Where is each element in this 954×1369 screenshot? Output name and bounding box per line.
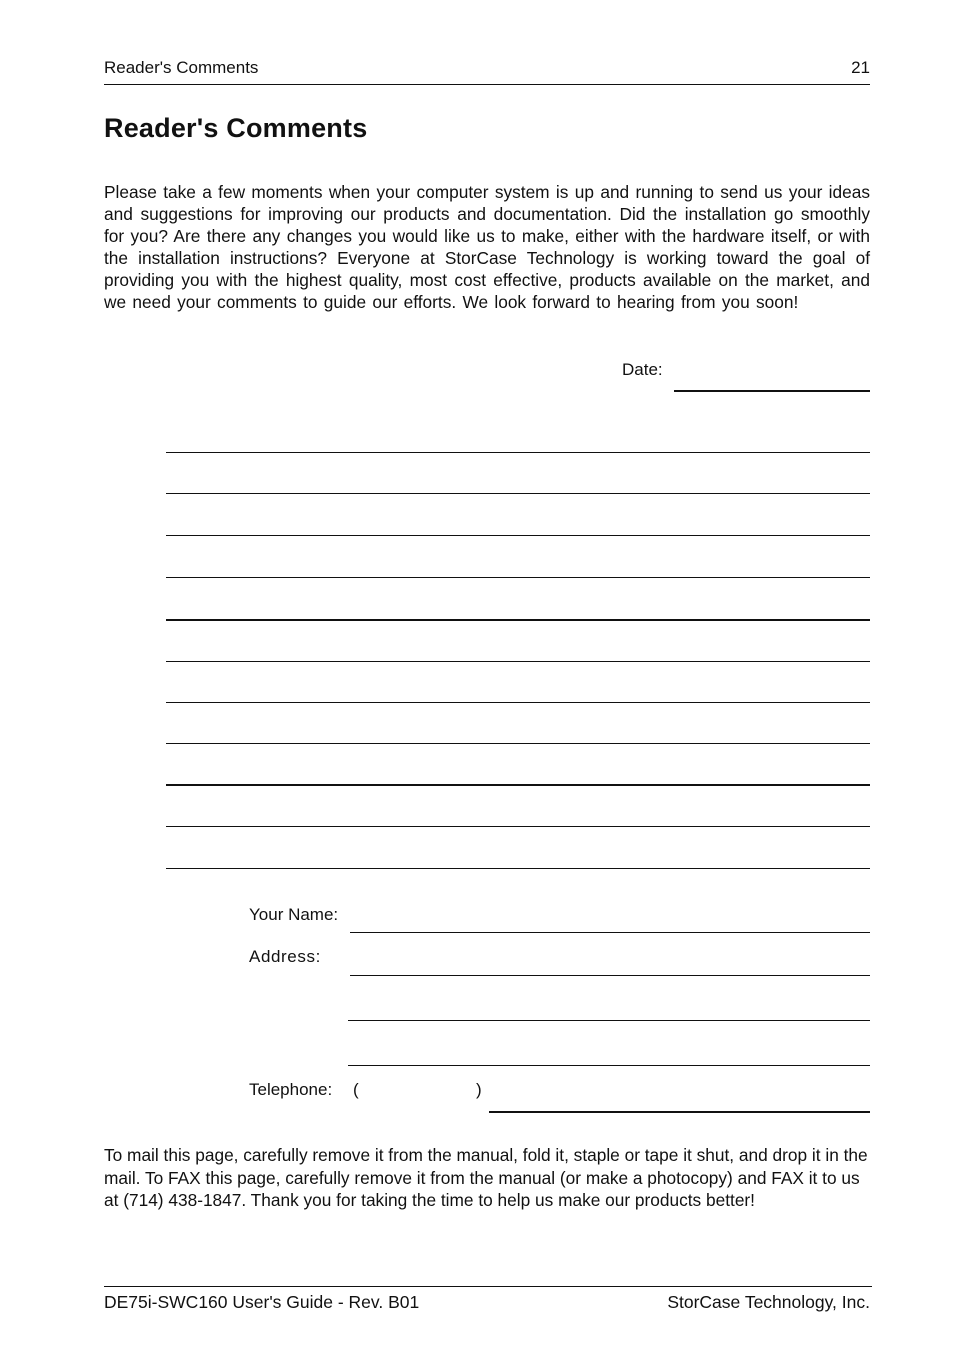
closing-paragraph: To mail this page, carefully remove it from the manual, fold it, staple or tape it shut, and drop it in the mail. To FAX this page, carefully remove it from the manual (or make a photocopy) and FAX it to us at (714) 438-1847. Thank you for taking the time to help us make our products better! bbox=[104, 1145, 868, 1210]
comment-line[interactable] bbox=[166, 577, 870, 578]
telephone-field[interactable] bbox=[489, 1111, 870, 1113]
running-header-title: Reader's Comments bbox=[104, 58, 259, 77]
comment-line[interactable] bbox=[166, 619, 870, 621]
comment-line[interactable] bbox=[166, 535, 870, 536]
comment-line[interactable] bbox=[166, 493, 870, 494]
page-number: 21 bbox=[851, 58, 870, 77]
address-field-line-2[interactable] bbox=[348, 1020, 870, 1021]
footer-rule bbox=[104, 1286, 872, 1287]
comment-line[interactable] bbox=[166, 868, 870, 869]
address-label: Address: bbox=[249, 947, 321, 966]
comment-line[interactable] bbox=[166, 826, 870, 827]
comment-line[interactable] bbox=[166, 784, 870, 786]
name-field[interactable] bbox=[350, 932, 870, 933]
footer-document-title: DE75i-SWC160 User's Guide - Rev. B01 bbox=[104, 1292, 420, 1312]
date-field[interactable] bbox=[674, 390, 870, 392]
name-label: Your Name: bbox=[249, 905, 339, 924]
comment-line[interactable] bbox=[166, 452, 870, 453]
area-code-close-paren: ) bbox=[476, 1080, 482, 1099]
header-rule bbox=[104, 84, 870, 85]
page-title: Reader's Comments bbox=[104, 113, 368, 143]
intro-paragraph: Please take a few moments when your computer system is up and running to send us your ideas and suggestions for improving our products and documentation. Did the installation go smoothly for you? Are there any changes you would like us to make, either with the hardware itself, or with the installation instructions? Everyone at StorCase Technology is working toward the goal of providing you with the highest quality, most cost effective, products available on the market, and we need your comments to guide our efforts. We look forward to hearing from you soon! bbox=[104, 182, 870, 312]
comment-line[interactable] bbox=[166, 702, 870, 703]
footer-company-name: StorCase Technology, Inc. bbox=[667, 1292, 870, 1312]
comment-line[interactable] bbox=[166, 743, 870, 744]
telephone-label: Telephone: bbox=[249, 1080, 333, 1099]
date-label: Date: bbox=[622, 360, 663, 379]
address-field-line-1[interactable] bbox=[350, 975, 870, 976]
comment-line[interactable] bbox=[166, 661, 870, 662]
area-code-open-paren: ( bbox=[353, 1080, 359, 1099]
address-field-line-3[interactable] bbox=[348, 1065, 870, 1066]
